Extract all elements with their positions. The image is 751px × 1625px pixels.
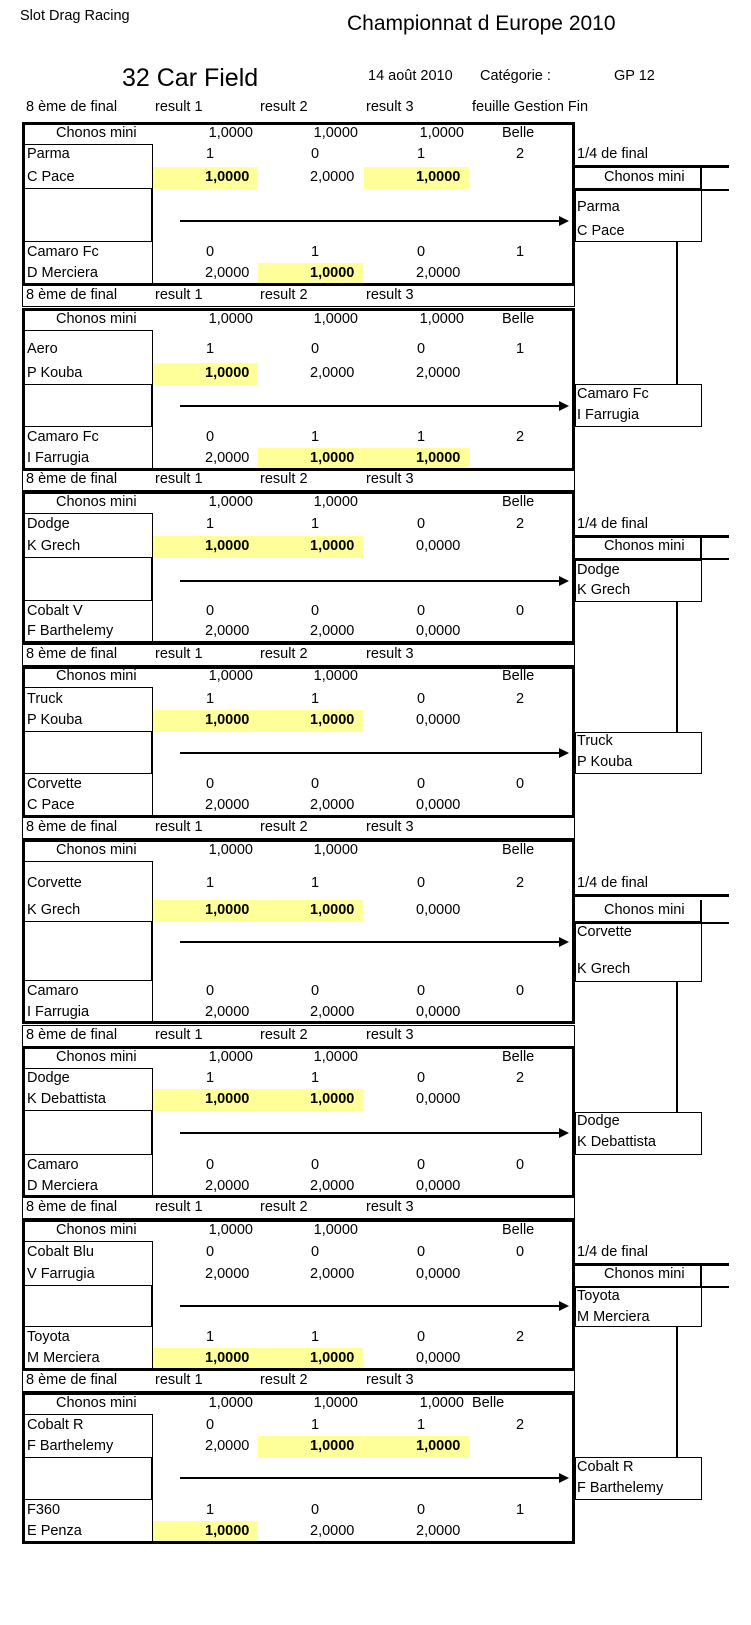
advance-arrow — [180, 580, 567, 582]
competitor-b-car: Camaro Fc — [27, 244, 99, 260]
competitor-b-car: Camaro Fc — [27, 429, 99, 445]
result3-header: result 3 — [366, 1027, 414, 1043]
result1-header: result 1 — [155, 819, 203, 835]
quarter-final-class-rule — [575, 922, 729, 924]
winner-car: Truck — [577, 733, 613, 749]
competitor-b-win-2: 0 — [311, 1502, 320, 1518]
ref-time-1: 1,0000 — [208, 494, 253, 510]
competitor-a-win-3: 0 — [417, 1070, 426, 1086]
winner-driver: K Grech — [577, 582, 631, 598]
belle-label: Belle — [502, 125, 535, 141]
competitor-a-win-3: 1 — [417, 1417, 426, 1433]
result2-header: result 2 — [260, 287, 308, 303]
event-date: 14 août 2010 — [368, 68, 453, 84]
competitor-a-time-3: 0,0000 — [416, 902, 461, 918]
competitor-b-time-3: 0,0000 — [416, 1004, 461, 1020]
result3-header: result 3 — [366, 471, 414, 487]
competitor-b-time-2: 1,0000 — [310, 1350, 355, 1366]
round-header-frame — [22, 285, 575, 307]
result2-header: result 2 — [260, 1372, 308, 1388]
result2-header: result 2 — [260, 646, 308, 662]
competitor-a-time-3: 0,0000 — [416, 538, 461, 554]
result1-header: result 1 — [155, 287, 203, 303]
competitor-b-win-1: 0 — [206, 603, 215, 619]
competitor-a-driver: P Kouba — [27, 365, 83, 381]
competitor-b-total: 0 — [516, 603, 525, 619]
class-label: Chonos mini — [56, 125, 137, 141]
competitor-b-driver: D Merciera — [27, 265, 98, 281]
competitor-b-driver: M Merciera — [27, 1350, 100, 1366]
ref-time-3: 1,0000 — [419, 1395, 464, 1411]
competitor-b-time-1: 2,0000 — [205, 797, 250, 813]
competitor-a-win-1: 1 — [206, 1070, 215, 1086]
advance-arrow — [180, 752, 567, 754]
field-size: 32 Car Field — [122, 64, 259, 92]
round-label: 8 ème de final — [26, 819, 118, 835]
belle-label: Belle — [502, 311, 535, 327]
quarter-final-label: 1/4 de final — [577, 1244, 648, 1260]
advance-arrow — [180, 405, 567, 407]
class-label: Chonos mini — [56, 311, 137, 327]
sheet-title: Championnat d Europe 2010 — [347, 12, 616, 35]
belle-label: Belle — [502, 1222, 535, 1238]
competitor-a-driver: K Grech — [27, 902, 81, 918]
winner-car: Dodge — [577, 562, 620, 578]
competitor-b-time-2: 2,0000 — [310, 1004, 355, 1020]
competitor-b-time-3: 1,0000 — [416, 450, 461, 466]
winner-driver: M Merciera — [577, 1309, 650, 1325]
winner-car: Cobalt R — [577, 1459, 634, 1475]
ref-time-2: 1,0000 — [313, 842, 358, 858]
competitor-b-win-1: 0 — [206, 776, 215, 792]
belle-label: Belle — [502, 668, 535, 684]
result2-header: result 2 — [260, 1199, 308, 1215]
quarter-final-class: Chonos mini — [604, 902, 685, 918]
competitor-a-time-2: 2,0000 — [310, 365, 355, 381]
result2-header: result 2 — [260, 99, 308, 115]
category-value: GP 12 — [614, 68, 655, 84]
winner-driver: F Barthelemy — [577, 1480, 664, 1496]
competitor-b-driver: C Pace — [27, 797, 75, 813]
competitor-b-win-2: 0 — [311, 1157, 320, 1173]
competitor-b-win-1: 1 — [206, 1502, 215, 1518]
class-label: Chonos mini — [56, 1395, 137, 1411]
competitor-a-total: 2 — [516, 1417, 525, 1433]
competitor-b-car: Camaro — [27, 983, 79, 999]
competitor-a-win-3: 0 — [417, 341, 426, 357]
ref-time-2: 1,0000 — [313, 1049, 358, 1065]
competitor-b-total: 1 — [516, 1502, 525, 1518]
competitor-a-time-3: 1,0000 — [416, 1438, 461, 1454]
competitor-b-time-1: 1,0000 — [205, 1523, 250, 1539]
competitor-a-win-1: 1 — [206, 516, 215, 532]
quarter-final-side — [700, 167, 702, 189]
competitor-b-time-3: 0,0000 — [416, 1178, 461, 1194]
quarter-final-label: 1/4 de final — [577, 146, 648, 162]
competitor-b-time-1: 2,0000 — [205, 1178, 250, 1194]
bracket-spacer-line — [151, 1111, 153, 1154]
winner-driver: K Grech — [577, 961, 631, 977]
competitor-b-win-2: 0 — [311, 983, 320, 999]
round-header-frame — [22, 1370, 575, 1392]
competitor-b-total: 1 — [516, 244, 525, 260]
competitor-a-car: Truck — [27, 691, 63, 707]
bracket-spacer-line — [151, 922, 153, 980]
competitor-a-time-3: 2,0000 — [416, 365, 461, 381]
bracket-spacer-line — [151, 558, 153, 600]
category-label: Catégorie : — [480, 68, 551, 84]
winner-driver: K Debattista — [577, 1134, 656, 1150]
bracket-spacer-line — [151, 1286, 153, 1326]
competitor-a-driver: C Pace — [27, 169, 75, 185]
competitor-b-total: 0 — [516, 776, 525, 792]
winner-car: Parma — [577, 199, 620, 215]
competitor-b-win-3: 0 — [417, 244, 426, 260]
competitor-a-time-2: 1,0000 — [310, 538, 355, 554]
competitor-b-driver: D Merciera — [27, 1178, 98, 1194]
competitor-a-win-1: 1 — [206, 341, 215, 357]
class-label: Chonos mini — [56, 494, 137, 510]
advance-arrow — [180, 941, 567, 943]
quarter-final-class: Chonos mini — [604, 538, 685, 554]
competitor-b-car: Cobalt V — [27, 603, 83, 619]
bracket-spacer-line — [151, 385, 153, 426]
quarter-final-side — [700, 1264, 702, 1286]
competitor-b-time-2: 2,0000 — [310, 797, 355, 813]
quarter-final-class: Chonos mini — [604, 169, 685, 185]
winner-driver: I Farrugia — [577, 407, 640, 423]
competitor-b-total: 2 — [516, 1329, 525, 1345]
ref-time-2: 1,0000 — [313, 494, 358, 510]
competitor-a-win-1: 0 — [206, 1244, 215, 1260]
competitor-b-win-3: 0 — [417, 1329, 426, 1345]
competitor-b-driver: F Barthelemy — [27, 623, 114, 639]
competitor-a-time-2: 1,0000 — [310, 902, 355, 918]
result2-header: result 2 — [260, 819, 308, 835]
competitor-b-win-3: 0 — [417, 776, 426, 792]
bracket-connector — [676, 1327, 678, 1457]
competitor-a-time-3: 0,0000 — [416, 1266, 461, 1282]
competitor-a-win-2: 0 — [311, 341, 320, 357]
ref-time-3: 1,0000 — [419, 311, 464, 327]
competitor-a-total: 2 — [516, 146, 525, 162]
belle-label: Belle — [502, 842, 535, 858]
competitor-b-win-1: 0 — [206, 244, 215, 260]
competitor-b-time-1: 2,0000 — [205, 265, 250, 281]
competitor-a-win-2: 1 — [311, 516, 320, 532]
quarter-final-label: 1/4 de final — [577, 516, 648, 532]
competitor-b-win-2: 1 — [311, 1329, 320, 1345]
result1-header: result 1 — [155, 99, 203, 115]
class-label: Chonos mini — [56, 1222, 137, 1238]
competitor-a-time-1: 1,0000 — [205, 902, 250, 918]
competitor-a-car: Parma — [27, 146, 70, 162]
winner-driver: P Kouba — [577, 754, 633, 770]
competitor-b-win-2: 0 — [311, 776, 320, 792]
round-label: 8 ème de final — [26, 287, 118, 303]
result3-header: result 3 — [366, 1199, 414, 1215]
class-label: Chonos mini — [56, 1049, 137, 1065]
bracket-spacer-line — [151, 732, 153, 773]
competitor-a-win-2: 1 — [311, 1070, 320, 1086]
competitor-b-win-1: 0 — [206, 1157, 215, 1173]
ref-time-1: 1,0000 — [208, 125, 253, 141]
competitor-b-car: F360 — [27, 1502, 61, 1518]
round-label: 8 ème de final — [26, 99, 118, 115]
bracket-connector — [676, 602, 678, 732]
quarter-final-side — [700, 536, 702, 558]
winner-driver: C Pace — [577, 223, 625, 239]
quarter-final-label: 1/4 de final — [577, 875, 648, 891]
quarter-final-rule — [575, 894, 729, 897]
round-label: 8 ème de final — [26, 646, 118, 662]
competitor-b-time-3: 0,0000 — [416, 623, 461, 639]
competitor-a-time-1: 1,0000 — [205, 712, 250, 728]
competitor-a-time-1: 1,0000 — [205, 365, 250, 381]
competitor-b-car: Camaro — [27, 1157, 79, 1173]
competitor-a-time-1: 2,0000 — [205, 1266, 250, 1282]
competitor-a-time-3: 1,0000 — [416, 169, 461, 185]
quarter-final-class-rule — [575, 558, 729, 560]
competitor-a-win-2: 1 — [311, 691, 320, 707]
result3-header: result 3 — [366, 1372, 414, 1388]
competitor-a-total: 2 — [516, 691, 525, 707]
quarter-final-class: Chonos mini — [604, 1266, 685, 1282]
competitor-a-car: Dodge — [27, 516, 70, 532]
competitor-a-total: 2 — [516, 516, 525, 532]
org-name: Slot Drag Racing — [20, 8, 130, 24]
competitor-a-win-2: 0 — [311, 1244, 320, 1260]
competitor-a-total: 1 — [516, 341, 525, 357]
bracket-connector — [676, 982, 678, 1112]
bracket-spacer-line — [151, 1458, 153, 1499]
ref-time-2: 1,0000 — [313, 125, 358, 141]
competitor-b-time-1: 2,0000 — [205, 623, 250, 639]
ref-time-1: 1,0000 — [208, 311, 253, 327]
competitor-a-time-2: 2,0000 — [310, 1266, 355, 1282]
competitor-a-win-3: 0 — [417, 1244, 426, 1260]
competitor-a-total: 2 — [516, 875, 525, 891]
competitor-a-win-1: 1 — [206, 691, 215, 707]
competitor-b-win-2: 1 — [311, 429, 320, 445]
competitor-b-time-3: 0,0000 — [416, 1350, 461, 1366]
result2-header: result 2 — [260, 1027, 308, 1043]
belle-label: Belle — [502, 494, 535, 510]
round-label: 8 ème de final — [26, 1199, 118, 1215]
belle-label: Belle — [502, 1049, 535, 1065]
ref-time-2: 1,0000 — [313, 668, 358, 684]
competitor-a-car: Corvette — [27, 875, 82, 891]
round-header-frame — [22, 817, 575, 839]
competitor-a-total: 2 — [516, 1070, 525, 1086]
result1-header: result 1 — [155, 471, 203, 487]
competitor-a-time-2: 1,0000 — [310, 712, 355, 728]
advance-arrow — [180, 1132, 567, 1134]
competitor-b-total: 2 — [516, 429, 525, 445]
result3-header: result 3 — [366, 99, 414, 115]
quarter-final-class-rule — [575, 1286, 729, 1288]
ref-time-2: 1,0000 — [313, 1395, 358, 1411]
competitor-a-win-1: 1 — [206, 146, 215, 162]
winner-car: Corvette — [577, 924, 632, 940]
competitor-a-time-2: 2,0000 — [310, 169, 355, 185]
result1-header: result 1 — [155, 1027, 203, 1043]
competitor-b-time-2: 2,0000 — [310, 1523, 355, 1539]
result1-header: result 1 — [155, 1372, 203, 1388]
quarter-final-side — [700, 900, 702, 922]
competitor-b-car: Toyota — [27, 1329, 70, 1345]
competitor-b-win-1: 0 — [206, 429, 215, 445]
round-label: 8 ème de final — [26, 471, 118, 487]
competitor-b-win-3: 0 — [417, 603, 426, 619]
advance-arrow — [180, 1477, 567, 1479]
competitor-a-win-1: 1 — [206, 875, 215, 891]
result3-header: result 3 — [366, 287, 414, 303]
result1-header: result 1 — [155, 1199, 203, 1215]
competitor-b-win-2: 1 — [311, 244, 320, 260]
competitor-a-car: Dodge — [27, 1070, 70, 1086]
competitor-a-car: Aero — [27, 341, 58, 357]
quarter-final-rule — [575, 165, 729, 168]
belle-label: Belle — [472, 1395, 505, 1411]
competitor-b-driver: I Farrugia — [27, 450, 90, 466]
winner-car: Camaro Fc — [577, 386, 649, 402]
competitor-a-driver: K Debattista — [27, 1091, 106, 1107]
round-header-frame — [22, 1025, 575, 1047]
competitor-b-driver: E Penza — [27, 1523, 82, 1539]
round-header-frame — [22, 469, 575, 491]
competitor-a-time-1: 1,0000 — [205, 1091, 250, 1107]
competitor-b-time-1: 2,0000 — [205, 450, 250, 466]
competitor-b-time-2: 1,0000 — [310, 450, 355, 466]
ref-time-3: 1,0000 — [419, 125, 464, 141]
extra-header: feuille Gestion Fin — [472, 99, 589, 115]
competitor-b-win-3: 0 — [417, 1157, 426, 1173]
bracket-spacer-line — [151, 189, 153, 241]
ref-time-2: 1,0000 — [313, 1222, 358, 1238]
competitor-b-total: 0 — [516, 983, 525, 999]
competitor-b-win-1: 1 — [206, 1329, 215, 1345]
competitor-a-win-2: 1 — [311, 875, 320, 891]
competitor-a-time-1: 1,0000 — [205, 169, 250, 185]
competitor-a-time-2: 1,0000 — [310, 1438, 355, 1454]
result1-header: result 1 — [155, 646, 203, 662]
competitor-a-car: Cobalt R — [27, 1417, 84, 1433]
result3-header: result 3 — [366, 819, 414, 835]
round-label: 8 ème de final — [26, 1027, 118, 1043]
ref-time-2: 1,0000 — [313, 311, 358, 327]
ref-time-1: 1,0000 — [208, 668, 253, 684]
result3-header: result 3 — [366, 646, 414, 662]
bracket-connector — [676, 242, 678, 384]
competitor-b-car: Corvette — [27, 776, 82, 792]
competitor-a-driver: P Kouba — [27, 712, 83, 728]
advance-arrow — [180, 220, 567, 222]
competitor-b-time-2: 2,0000 — [310, 1178, 355, 1194]
competitor-a-win-3: 0 — [417, 875, 426, 891]
competitor-b-win-3: 1 — [417, 429, 426, 445]
competitor-b-win-3: 0 — [417, 983, 426, 999]
competitor-b-total: 0 — [516, 1157, 525, 1173]
competitor-a-win-3: 0 — [417, 516, 426, 532]
competitor-a-time-1: 2,0000 — [205, 1438, 250, 1454]
ref-time-1: 1,0000 — [208, 1222, 253, 1238]
competitor-a-win-3: 1 — [417, 146, 426, 162]
competitor-a-win-2: 1 — [311, 1417, 320, 1433]
ref-time-1: 1,0000 — [208, 842, 253, 858]
winner-car: Dodge — [577, 1113, 620, 1129]
competitor-a-driver: K Grech — [27, 538, 81, 554]
competitor-b-win-2: 0 — [311, 603, 320, 619]
competitor-a-win-3: 0 — [417, 691, 426, 707]
competitor-b-time-3: 2,0000 — [416, 265, 461, 281]
winner-car: Toyota — [577, 1288, 620, 1304]
ref-time-1: 1,0000 — [208, 1049, 253, 1065]
advance-arrow — [180, 1305, 567, 1307]
competitor-b-time-2: 1,0000 — [310, 265, 355, 281]
competitor-b-win-1: 0 — [206, 983, 215, 999]
competitor-a-win-1: 0 — [206, 1417, 215, 1433]
competitor-b-time-3: 2,0000 — [416, 1523, 461, 1539]
competitor-a-time-3: 0,0000 — [416, 1091, 461, 1107]
competitor-a-driver: F Barthelemy — [27, 1438, 114, 1454]
competitor-b-time-1: 1,0000 — [205, 1350, 250, 1366]
competitor-a-win-2: 0 — [311, 146, 320, 162]
competitor-b-time-2: 2,0000 — [310, 623, 355, 639]
competitor-b-win-3: 0 — [417, 1502, 426, 1518]
round-header-frame — [22, 1197, 575, 1219]
result2-header: result 2 — [260, 471, 308, 487]
round-header-frame — [22, 644, 575, 666]
quarter-final-class-rule — [575, 189, 729, 191]
competitor-a-time-1: 1,0000 — [205, 538, 250, 554]
round-label: 8 ème de final — [26, 1372, 118, 1388]
competitor-a-driver: V Farrugia — [27, 1266, 95, 1282]
competitor-a-total: 0 — [516, 1244, 525, 1260]
competitor-a-time-2: 1,0000 — [310, 1091, 355, 1107]
class-label: Chonos mini — [56, 668, 137, 684]
competitor-a-car: Cobalt Blu — [27, 1244, 94, 1260]
competitor-b-time-1: 2,0000 — [205, 1004, 250, 1020]
competitor-b-time-3: 0,0000 — [416, 797, 461, 813]
ref-time-1: 1,0000 — [208, 1395, 253, 1411]
competitor-a-time-3: 0,0000 — [416, 712, 461, 728]
competitor-b-driver: I Farrugia — [27, 1004, 90, 1020]
class-label: Chonos mini — [56, 842, 137, 858]
